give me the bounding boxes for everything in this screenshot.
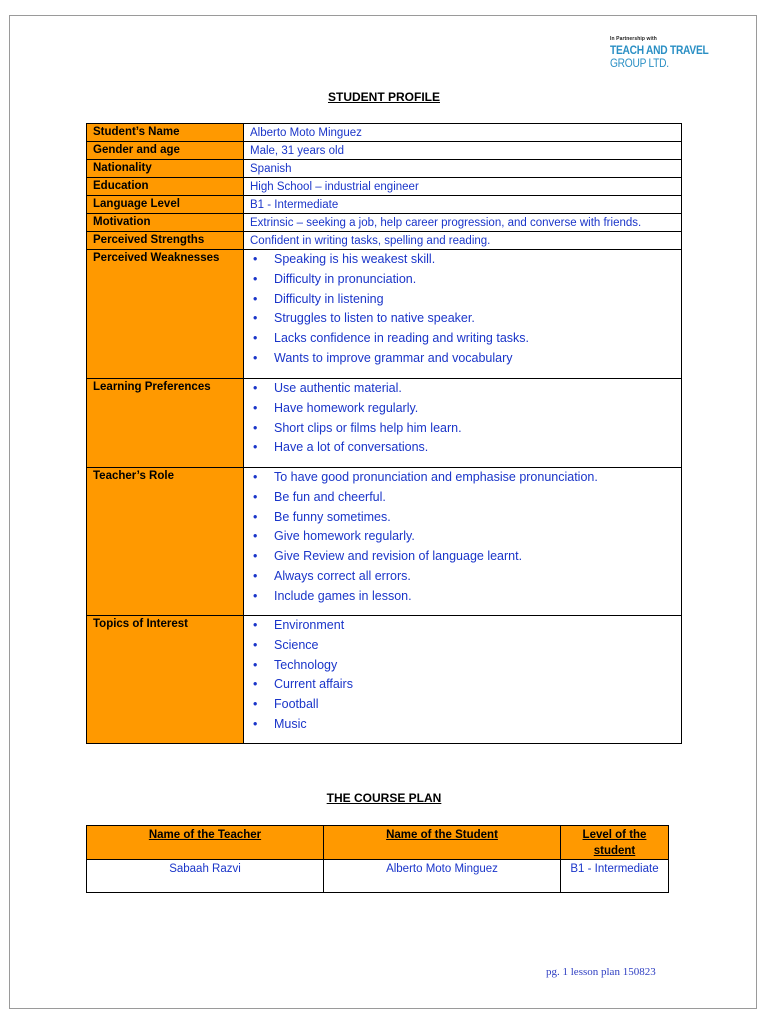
logo-line-1: TEACH AND TRAVEL — [610, 43, 709, 57]
weaknesses-cell — [244, 250, 682, 379]
table-header-row — [87, 826, 669, 860]
list-item: • Use authentic material. — [250, 379, 675, 399]
partner-logo — [610, 36, 730, 69]
list-item: • Have a lot of conversations. — [250, 438, 675, 458]
row-label: Perceived Weaknesses — [87, 250, 244, 379]
page-footer: pg. 1 lesson plan 150823 — [546, 966, 656, 978]
list-item: • To have good pronunciation and emphasise pronunciation. — [250, 468, 675, 488]
list-item: • Technology — [250, 656, 675, 676]
header-level: Level of the student — [561, 826, 669, 860]
teacher-name: Sabaah Razvi — [87, 860, 324, 893]
list-item: • Wants to improve grammar and vocabulary — [250, 349, 675, 369]
list-item: • Be fun and cheerful. — [250, 488, 675, 508]
teacher-role-list — [250, 468, 675, 607]
preferences-cell — [244, 379, 682, 468]
header-student: Name of the Student — [324, 826, 561, 860]
list-item: • Have homework regularly. — [250, 399, 675, 419]
row-label: Motivation — [87, 214, 244, 232]
row-value: High School – industrial engineer — [244, 178, 682, 196]
table-row — [87, 160, 682, 178]
row-label: Nationality — [87, 160, 244, 178]
list-item: • Include games in lesson. — [250, 587, 675, 607]
logo-line-2: GROUP LTD. — [610, 56, 669, 70]
table-row — [87, 142, 682, 160]
list-item: • Current affairs — [250, 675, 675, 695]
student-name: Alberto Moto Minguez — [324, 860, 561, 893]
list-item: • Lacks confidence in reading and writing tasks. — [250, 329, 675, 349]
row-label: Language Level — [87, 196, 244, 214]
list-item: • Always correct all errors. — [250, 567, 675, 587]
list-item: • Give Review and revision of language learnt. — [250, 547, 675, 567]
row-value: Confident in writing tasks, spelling and reading. — [244, 232, 682, 250]
student-profile-title: STUDENT PROFILE — [327, 90, 440, 104]
row-value: Spanish — [244, 160, 682, 178]
student-level: B1 - Intermediate — [561, 860, 669, 893]
row-value: Extrinsic – seeking a job, help career progression, and converse with friends. — [244, 214, 682, 232]
row-value: B1 - Intermediate — [244, 196, 682, 214]
student-profile-table — [86, 123, 682, 744]
list-item: • Difficulty in listening — [250, 290, 675, 310]
teacher-role-cell — [244, 468, 682, 616]
course-plan-title: THE COURSE PLAN — [326, 791, 442, 805]
row-label: Student’s Name — [87, 124, 244, 142]
table-row — [87, 214, 682, 232]
topics-list — [250, 616, 675, 735]
topics-cell — [244, 616, 682, 744]
list-item: • Science — [250, 636, 675, 656]
row-label: Teacher’s Role — [87, 468, 244, 616]
table-row — [87, 379, 682, 468]
list-item: • Environment — [250, 616, 675, 636]
row-label: Gender and age — [87, 142, 244, 160]
table-row — [87, 468, 682, 616]
weaknesses-list — [250, 250, 675, 369]
row-label: Learning Preferences — [87, 379, 244, 468]
table-row — [87, 196, 682, 214]
list-item: • Music — [250, 715, 675, 735]
row-label: Perceived Strengths — [87, 232, 244, 250]
list-item: • Struggles to listen to native speaker. — [250, 309, 675, 329]
logo-tagline: In Partnership with — [610, 36, 657, 42]
list-item: • Speaking is his weakest skill. — [250, 250, 675, 270]
table-row — [87, 616, 682, 744]
table-row — [87, 124, 682, 142]
row-label: Topics of Interest — [87, 616, 244, 744]
list-item: • Be funny sometimes. — [250, 508, 675, 528]
header-teacher: Name of the Teacher — [87, 826, 324, 860]
list-item: • Difficulty in pronunciation. — [250, 270, 675, 290]
row-value: Alberto Moto Minguez — [244, 124, 682, 142]
preferences-list — [250, 379, 675, 458]
list-item: • Short clips or films help him learn. — [250, 419, 675, 439]
table-row — [87, 178, 682, 196]
table-row — [87, 860, 669, 893]
row-value: Male, 31 years old — [244, 142, 682, 160]
table-row — [87, 232, 682, 250]
list-item: • Give homework regularly. — [250, 527, 675, 547]
list-item: • Football — [250, 695, 675, 715]
table-row — [87, 250, 682, 379]
course-plan-table — [86, 825, 669, 893]
row-label: Education — [87, 178, 244, 196]
